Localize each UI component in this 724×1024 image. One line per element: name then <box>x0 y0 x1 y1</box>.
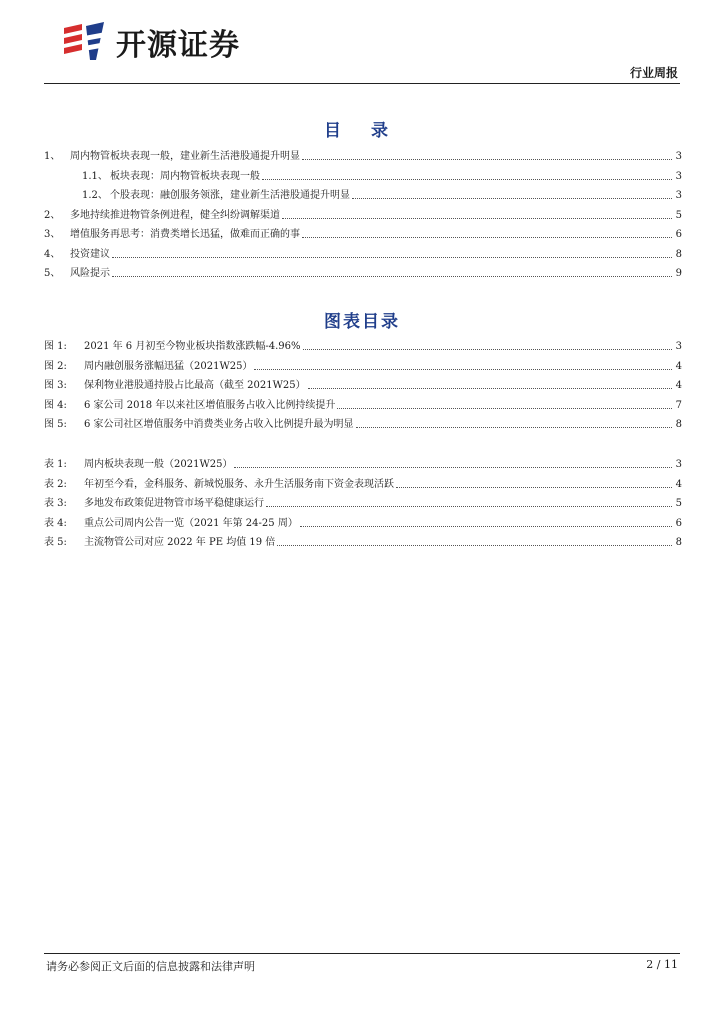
toc-entry-number: 1、 <box>44 151 61 162</box>
figures-title: 图表目录 <box>324 312 400 332</box>
dot-leader <box>352 198 672 199</box>
toc-entry[interactable] <box>44 475 682 491</box>
toc-entry[interactable] <box>44 264 682 280</box>
toc-entry-number: 5、 <box>44 268 61 279</box>
toc-entry-number: 图 4: <box>44 399 67 411</box>
toc-entry-title: 投资建议 <box>70 248 110 260</box>
toc-entry-title: 板块表现：周内物管板块表现一般 <box>110 170 260 182</box>
toc-entry-number: 2、 <box>44 209 61 221</box>
brand-name: 开源证券 <box>116 28 240 63</box>
toc-entry-title: 周内物管板块表现一般，建业新生活港股通提升明显 <box>70 151 300 162</box>
toc-entry-title: 6 家公司 2018 年以来社区增值服务占收入比例持续提升 <box>84 399 336 411</box>
toc-entry-number: 1.2、 <box>82 190 108 201</box>
toc-entry-number: 表 2: <box>44 478 67 490</box>
dot-leader <box>277 545 672 546</box>
toc-entry[interactable] <box>44 357 682 373</box>
company-logo <box>60 22 240 62</box>
toc-entry-title: 多地发布政策促进物管市场平稳健康运行 <box>84 498 264 509</box>
toc-entry-title: 周内融创服务涨幅迅猛（2021W25） <box>84 360 253 372</box>
toc-entry-page: 3 <box>675 170 682 182</box>
toc-entry[interactable] <box>44 206 682 222</box>
toc-entry[interactable] <box>44 167 682 183</box>
toc-entry-page: 5 <box>675 498 682 509</box>
toc-entry-title: 2021 年 6 月初至今物业板块指数涨跌幅-4.96% <box>84 341 301 352</box>
dot-leader <box>262 179 672 180</box>
toc-entry[interactable] <box>44 455 682 471</box>
toc-entry-title: 保利物业港股通持股占比最高（截至 2021W25） <box>84 380 306 391</box>
toc-entry-title: 主流物管公司对应 2022 年 PE 均值 19 倍 <box>84 537 276 548</box>
toc-entry-page: 9 <box>675 268 682 279</box>
toc-entry-number: 图 3: <box>44 380 67 391</box>
toc-entry[interactable] <box>44 245 682 261</box>
toc-entry-page: 4 <box>675 478 682 490</box>
toc-entry-number: 表 1: <box>44 459 67 470</box>
toc-entry[interactable] <box>44 147 682 163</box>
toc-entry[interactable] <box>44 337 682 353</box>
dot-leader <box>254 369 672 370</box>
dot-leader <box>396 487 672 488</box>
toc-entry[interactable] <box>44 514 682 530</box>
toc-entry-number: 1.1、 <box>82 170 108 182</box>
dot-leader <box>303 349 673 350</box>
toc-entry-title: 个股表现：融创服务领涨，建业新生活港股通提升明显 <box>110 190 350 201</box>
dot-leader <box>282 218 672 219</box>
toc-entry-page: 8 <box>675 537 682 548</box>
toc-entry-title: 重点公司周内公告一览（2021 年第 24-25 周） <box>84 517 298 529</box>
footer-disclaimer: 请务必参阅正文后面的信息披露和法律声明 <box>46 960 255 973</box>
toc-entry-number: 图 5: <box>44 419 67 430</box>
dot-leader <box>234 467 672 468</box>
dot-leader <box>337 408 672 409</box>
toc-entry-page: 8 <box>675 248 682 260</box>
dot-leader <box>302 159 672 160</box>
toc-entry-page: 8 <box>675 419 682 430</box>
dot-leader <box>356 427 672 428</box>
toc-entry[interactable] <box>44 186 682 202</box>
toc-entry-title: 6 家公司社区增值服务中消费类业务占收入比例提升最为明显 <box>84 419 354 430</box>
toc-entry-page: 3 <box>675 341 682 352</box>
toc-entry-page: 6 <box>675 229 682 240</box>
report-type-label: 行业周报 <box>629 66 678 80</box>
toc-entry[interactable] <box>44 415 682 431</box>
toc-entry-page: 3 <box>675 459 682 470</box>
logo-mark-icon <box>60 22 110 62</box>
toc-entry-title: 风险提示 <box>70 268 110 279</box>
toc-entry-number: 表 5: <box>44 537 67 548</box>
toc-entry-page: 7 <box>675 399 682 411</box>
toc-entry-page: 6 <box>675 517 682 529</box>
toc-entry[interactable] <box>44 225 682 241</box>
toc-entry-number: 4、 <box>44 248 61 260</box>
footer-divider <box>44 953 680 954</box>
toc-entry-number: 表 3: <box>44 498 67 509</box>
toc-entry-page: 4 <box>675 360 682 372</box>
toc-title: 目 录 <box>324 121 400 141</box>
toc-entry-page: 3 <box>675 151 682 162</box>
toc-entry[interactable] <box>44 396 682 412</box>
toc-entry-number: 表 4: <box>44 517 67 529</box>
toc-entry-page: 5 <box>675 209 682 221</box>
dot-leader <box>308 388 672 389</box>
page-indicator: 2 / 11 <box>646 958 678 971</box>
toc-entry-number: 图 1: <box>44 341 67 352</box>
dot-leader <box>300 526 672 527</box>
toc-entry-title: 年初至今看，金科服务、新城悦服务、永升生活服务南下资金表现活跃 <box>84 478 394 490</box>
toc-entry-title: 多地持续推进物管条例进程，健全纠纷调解渠道 <box>70 209 280 221</box>
dot-leader <box>112 257 672 258</box>
toc-entry-title: 周内板块表现一般（2021W25） <box>84 459 233 470</box>
header-divider <box>44 83 680 84</box>
toc-entry-number: 图 2: <box>44 360 67 372</box>
toc-entry-page: 4 <box>675 380 682 391</box>
toc-entry-number: 3、 <box>44 229 61 240</box>
toc-entry[interactable] <box>44 533 682 549</box>
toc-entry[interactable] <box>44 376 682 392</box>
dot-leader <box>112 276 672 277</box>
toc-entry-page: 3 <box>675 190 682 201</box>
dot-leader <box>302 237 672 238</box>
toc-entry-title: 增值服务再思考：消费类增长迅猛，做难而正确的事 <box>70 229 300 240</box>
dot-leader <box>266 506 672 507</box>
toc-entry[interactable] <box>44 494 682 510</box>
